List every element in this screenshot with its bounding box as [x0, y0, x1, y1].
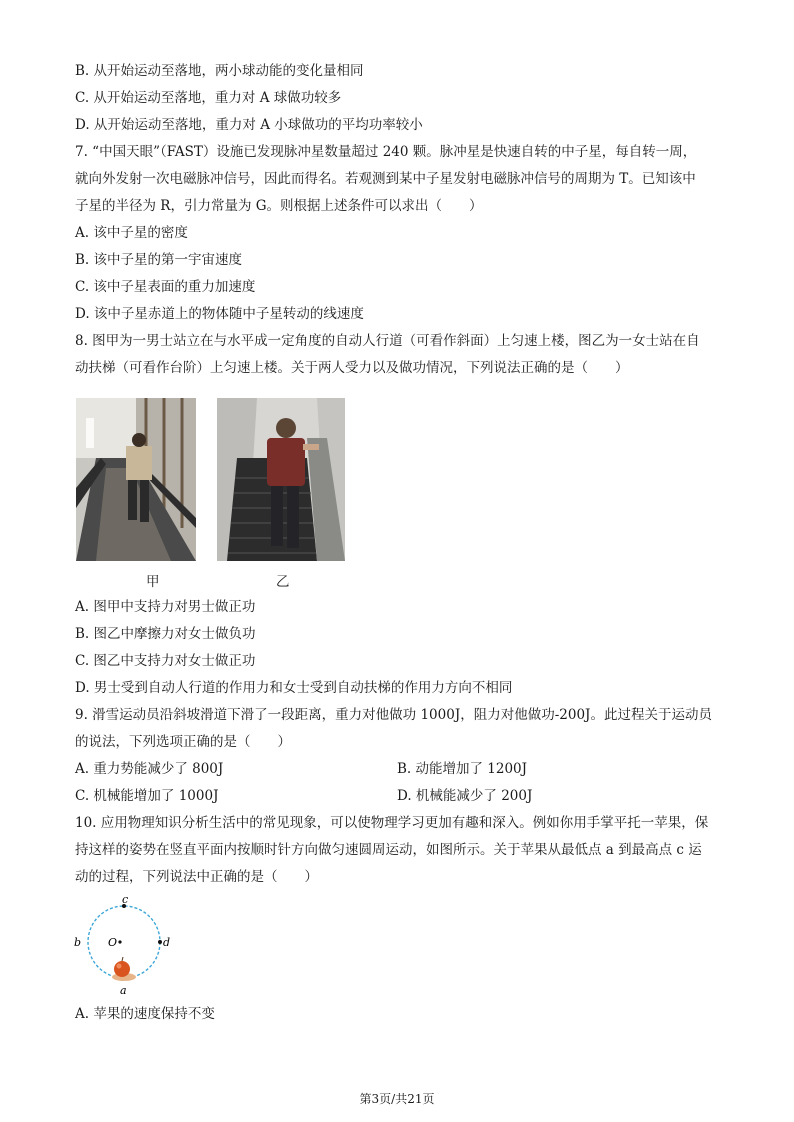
label-a: a: [120, 984, 127, 997]
q8-option-b: B. 图乙中摩擦力对女士做负功: [75, 626, 256, 642]
q9-stem-line-1: 9. 滑雪运动员沿斜坡滑道下滑了一段距离，重力对他做功 1000J，阻力对他做功-200J。此过程关于运动员: [75, 707, 712, 723]
q10-stem-line-2: 持这样的姿势在竖直平面内按顺时针方向做匀速圆周运动，如图所示。关于苹果从最低点 a 到最高点 c 运: [75, 842, 702, 858]
q8-option-c: C. 图乙中支持力对女士做正功: [75, 653, 256, 669]
q7-option-c: C. 该中子星表面的重力加速度: [75, 279, 256, 295]
q10-option-a: A. 苹果的速度保持不变: [75, 1006, 215, 1022]
caption-yi: 乙: [276, 574, 290, 590]
label-o: O: [108, 936, 118, 949]
q7-option-a: A. 该中子星的密度: [75, 225, 188, 241]
q7-option-d: D. 该中子星赤道上的物体随中子星转动的线速度: [75, 306, 364, 322]
q10-stem-line-1: 10. 应用物理知识分析生活中的常见现象，可以使物理学习更加有趣和深入。例如你用手掌平托一苹果，保: [75, 815, 709, 831]
q6-option-c: C. 从开始运动至落地，重力对 A 球做功较多: [75, 90, 342, 106]
label-c: c: [122, 893, 129, 906]
q8-option-d: D. 男士受到自动人行道的作用力和女士受到自动扶梯的作用力方向不相同: [75, 680, 513, 696]
q8-stem-line-1: 8. 图甲为一男士站立在与水平成一定角度的自动人行道（可看作斜面）上匀速上楼，图乙为一女士站在自: [75, 333, 700, 349]
q7-stem-line-1: 7. “中国天眼”（FAST）设施已发现脉冲星数量超过 240 颗。脉冲星是快速自转的中子星，每自转一周，: [75, 144, 697, 160]
label-b: b: [74, 936, 82, 949]
point-d: [158, 940, 162, 944]
q8-option-a: A. 图甲中支持力对男士做正功: [75, 599, 256, 615]
q9-option-c: C. 机械能增加了 1000J: [75, 788, 219, 804]
q9-stem-line-2: 的说法，下列选项正确的是（ ）: [75, 734, 291, 750]
photo-moving-walkway: [76, 398, 196, 561]
q7-stem-line-2: 就向外发射一次电磁脉冲信号，因此而得名。若观测到某中子星发射电磁脉冲信号的周期为 T。已知该中: [75, 171, 696, 187]
label-d: d: [163, 936, 171, 949]
circular-motion-diagram: [70, 893, 180, 998]
q9-option-b: B. 动能增加了 1200J: [397, 761, 528, 777]
photo-escalator: [217, 398, 345, 561]
page-footer: 第3页/共21页: [359, 1092, 435, 1106]
point-o: [118, 940, 121, 943]
q6-option-b: B. 从开始运动至落地，两小球动能的变化量相同: [75, 63, 364, 79]
q9-option-d: D. 机械能减少了 200J: [397, 788, 533, 804]
q10-stem-line-3: 动的过程，下列说法中正确的是（ ）: [75, 869, 318, 885]
q9-option-a: A. 重力势能减少了 800J: [75, 761, 224, 777]
caption-jia: 甲: [146, 574, 160, 590]
apple-on-hand-icon: [112, 957, 136, 981]
q6-option-d: D. 从开始运动至落地，重力对 A 小球做功的平均功率较小: [75, 117, 423, 133]
q7-stem-line-3: 子星的半径为 R，引力常量为 G。则根据上述条件可以求出（ ）: [75, 198, 483, 214]
q8-stem-line-2: 动扶梯（可看作台阶）上匀速上楼。关于两人受力以及做功情况，下列说法正确的是（ ）: [75, 360, 629, 376]
q7-option-b: B. 该中子星的第一宇宙速度: [75, 252, 243, 268]
